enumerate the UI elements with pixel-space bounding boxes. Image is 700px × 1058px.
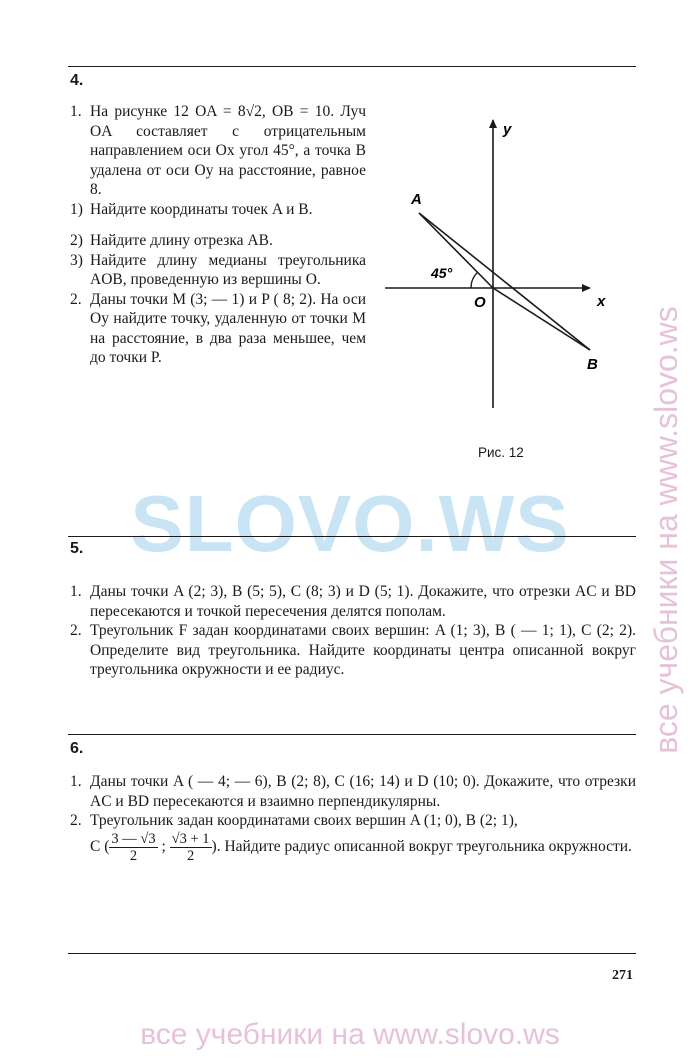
- angle-arc: [471, 272, 477, 288]
- problem-5-2: 2. Треугольник F задан координатами своих вершин: A (1; 3), B ( — 1; 1), C (2; 2). Определите вид треугольника. Найдите координаты центра описанной вокруг треугольника окружности и ее радиус.: [70, 622, 636, 678]
- question-3: 3) Найдите длину медианы треугольника AOB, проведенную из вершины O.: [70, 251, 366, 288]
- watermark-vertical: все учебники на www.slovo.ws: [648, 306, 684, 754]
- divider-section-6: [68, 734, 636, 735]
- section-number-4: 4.: [70, 72, 84, 89]
- problem-6-2-line1: Треугольник задан координатами своих вершин A (1; 0), B (2; 1),: [90, 812, 518, 829]
- problem-6-1-text: Даны точки A ( — 4; — 6), B (2; 8), C (16; 14) и D (10; 0). Докажите, что отрезки AC и BD пересекаются и взаимно перпендикулярны.: [90, 773, 636, 810]
- label-o: O: [474, 294, 486, 311]
- problem-4-2: 2. Даны точки M (3; — 1) и P ( 8; 2). На оси Oy найдите точку, удаленную от точки M на расстояние, в два раза меньшее, чем до точки P.: [70, 290, 366, 366]
- fraction-1: $\frac{3 — √3}{2}$: [111, 830, 156, 864]
- watermark-bottom: все учебники на www.slovo.ws: [140, 1018, 560, 1051]
- label-y: y: [503, 121, 512, 138]
- problem-6-2-rest: ). Найдите радиус описанной вокруг треугольника окружности.: [211, 837, 632, 855]
- question-3-text: Найдите длину медианы треугольника AOB, проведенную из вершины O.: [90, 251, 366, 288]
- label-angle: 45°: [431, 265, 453, 281]
- label-a: A: [411, 191, 422, 208]
- divider-top: [68, 66, 636, 67]
- problem-5-1-text: Даны точки A (2; 3), B (5; 5), C (8; 3) и D (5; 1). Докажите, что отрезки AC и BD пересекаются и точкой пересечения делятся пополам.: [90, 583, 636, 620]
- segment-ob: [493, 288, 590, 350]
- question-1-text: Найдите координаты точек A и B.: [90, 200, 313, 218]
- problem-4-1-text: На рисунке 12 OA = 8√2, OB = 10. Луч OA составляет с отрицательным направлением оси Ox угол 45°, а точка B удалена от оси Oy на расстояние, равное 8.: [90, 103, 366, 198]
- section-number-6: 6.: [70, 740, 84, 757]
- watermark-center: SLOVO.WS: [130, 479, 570, 568]
- divider-bottom: [68, 953, 636, 954]
- problem-6-2-c-prefix: C (: [90, 837, 110, 855]
- fraction-2: $\frac{√3 + 1}{2}$: [171, 830, 210, 864]
- divider-section-5: [68, 536, 636, 537]
- segment-ab: [419, 213, 590, 350]
- page-number: 271: [612, 968, 633, 983]
- section-4-text: [70, 102, 366, 368]
- figure-caption: Рис. 12: [478, 445, 524, 460]
- problem-5-2-text: Треугольник F задан координатами своих вершин: A (1; 3), B ( — 1; 1), C (2; 2). Определите вид треугольника. Найдите координаты центра описанной вокруг треугольника окружности и ее радиус.: [90, 622, 636, 678]
- label-b: B: [587, 356, 598, 373]
- problem-4-1: 1. На рисунке 12 OA = 8√2, OB = 10. Луч OA составляет с отрицательным направлением оси Ox угол 45°, а точка B удалена от оси Oy на расстояние, равное 8.: [70, 103, 366, 198]
- problem-6-2: 2. Треугольник задан координатами своих вершин A (1; 0), B (2; 1), C ( $\frac{3 — √3}{2}$ ; $\frac{√3 + 1}{2}$ ). Найдите радиус описанной вокруг треугольника окружности.: [70, 812, 632, 864]
- question-1: 1) Найдите координаты точек A и B.: [70, 200, 313, 218]
- section-6-text: [70, 772, 636, 864]
- section-5-text: [70, 582, 636, 680]
- fraction-separator: ;: [157, 837, 170, 855]
- question-2: 2) Найдите длину отрезка AB.: [70, 232, 273, 249]
- problem-6-1: 1. Даны точки A ( — 4; — 6), B (2; 8), C (16; 14) и D (10; 0). Докажите, что отрезки AC и BD пересекаются и взаимно перпендикулярны.: [70, 773, 636, 810]
- figure-12: [385, 110, 635, 420]
- problem-5-1: 1. Даны точки A (2; 3), B (5; 5), C (8; 3) и D (5; 1). Докажите, что отрезки AC и BD пересекаются и точкой пересечения делятся пополам.: [70, 583, 636, 620]
- problem-4-2-text: Даны точки M (3; — 1) и P ( 8; 2). На оси Oy найдите точку, удаленную от точки M на расстояние, в два раза меньшее, чем до точки P.: [90, 290, 366, 366]
- question-2-text: Найдите длину отрезка AB.: [90, 232, 273, 249]
- label-x: x: [597, 293, 606, 310]
- section-number-5: 5.: [70, 540, 84, 557]
